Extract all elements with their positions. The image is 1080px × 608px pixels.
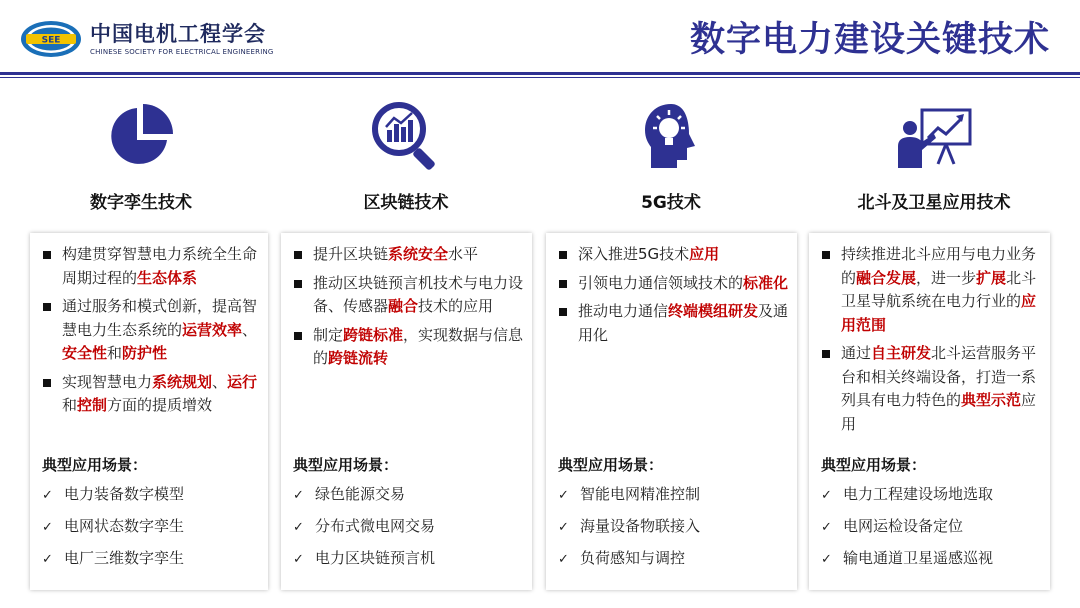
- scenario-item: [293, 547, 435, 571]
- bullet-text: 引领电力通信领域技术的: [578, 273, 744, 292]
- bullet-item: [42, 243, 260, 290]
- bullet-text: 实现智慧电力: [62, 372, 153, 391]
- checkmark-icon: ✓: [42, 488, 53, 503]
- scenario-item: [42, 547, 184, 571]
- highlight-text: 典型示范: [961, 391, 1022, 409]
- highlight-text: 应用: [689, 245, 720, 263]
- bullet-item: [821, 342, 1042, 436]
- bullet-text: 及通用化: [578, 302, 789, 344]
- bullet-item: [293, 243, 524, 267]
- card-beidou: [809, 233, 1050, 590]
- highlight-text: 跨链流转: [328, 349, 389, 367]
- header: [0, 0, 1080, 78]
- scenario-item: [293, 515, 435, 539]
- scenario-item: [821, 547, 993, 571]
- bullet-text: 持续推进北斗应用与电力业务的: [841, 245, 1037, 287]
- header-divider: [0, 72, 1080, 75]
- org-name-cn: 中国电机工程学会: [90, 22, 266, 46]
- scenario-list: [42, 483, 184, 579]
- bullet-text: 北斗运营服务平台和相关终端设备，打造一系列具有电力特色的: [841, 344, 1037, 409]
- scenario-text: 绿色能源交易: [315, 485, 406, 503]
- bullet-text: 和: [107, 344, 123, 362]
- scenarios-label: 典型应用场景：: [821, 456, 927, 474]
- highlight-text: 控制: [77, 396, 108, 414]
- scenario-item: [558, 547, 700, 571]
- highlight-text: 生态体系: [137, 268, 198, 287]
- highlight-text: 标准化: [743, 273, 789, 292]
- scenario-text: 电力装备数字模型: [64, 485, 185, 503]
- bullet-item: [558, 272, 789, 296]
- bullet-list: [558, 243, 789, 352]
- bullet-item: [293, 272, 524, 319]
- bullet-text: 制定: [313, 325, 344, 344]
- bullet-text: 推动区块链预言机技术与电力设备、传感器: [313, 273, 524, 315]
- bullet-item: [558, 243, 789, 267]
- highlight-text: 融合发展: [856, 268, 917, 287]
- highlight-text: 系统规划: [152, 372, 213, 391]
- highlight-text: 系统安全: [388, 245, 449, 263]
- checkmark-icon: ✓: [558, 520, 569, 535]
- highlight-text: 终端模组研发: [668, 302, 759, 320]
- page-title: 数字电力建设关键技术: [689, 20, 1050, 60]
- highlight-text: 自主研发: [871, 344, 932, 362]
- checkmark-icon: ✓: [558, 488, 569, 503]
- scenario-list: [293, 483, 435, 579]
- checkmark-icon: ✓: [821, 520, 832, 535]
- scenario-list: [558, 483, 700, 579]
- scenario-item: [558, 483, 700, 507]
- bullet-text: 和: [62, 396, 78, 414]
- scenario-text: 电力工程建设场地选取: [843, 485, 994, 503]
- bullet-item: [42, 371, 260, 418]
- bullet-item: [821, 243, 1042, 337]
- scenario-text: 智能电网精准控制: [580, 485, 701, 503]
- checkmark-icon: ✓: [821, 552, 832, 567]
- highlight-text: 融合: [388, 297, 419, 315]
- scenario-text: 海量设备物联接入: [580, 517, 701, 535]
- bullet-text: 技术的应用: [418, 297, 494, 315]
- org-name-en: CHINESE SOCIETY FOR ELECTRICAL ENGINEERING: [90, 48, 274, 56]
- bullet-text: 、: [212, 372, 228, 391]
- scenario-item: [42, 515, 184, 539]
- see-logo-icon: [20, 20, 82, 58]
- checkmark-icon: ✓: [293, 552, 304, 567]
- column-title: 5G技术: [641, 193, 701, 213]
- column-title: 北斗及卫星应用技术: [857, 193, 1011, 213]
- bullet-item: [558, 300, 789, 347]
- bullet-text: 应用: [841, 391, 1037, 433]
- bullet-text: 提升区块链: [313, 245, 389, 263]
- bullet-list: [293, 243, 524, 376]
- header-divider-thin: [0, 77, 1080, 78]
- scenario-text: 输电通道卫星遥感巡视: [843, 549, 994, 567]
- bullet-item: [42, 295, 260, 366]
- checkmark-icon: ✓: [821, 488, 832, 503]
- highlight-text: 安全性: [62, 344, 108, 362]
- checkmark-icon: ✓: [558, 552, 569, 567]
- scenario-text: 电网运检设备定位: [843, 517, 964, 535]
- magnifier-chart-icon: [366, 96, 446, 176]
- scenario-list: [821, 483, 993, 579]
- organization-name: [90, 22, 274, 57]
- bullet-text: ，进一步: [916, 268, 977, 287]
- pie-chart-icon: [101, 96, 181, 176]
- column-title: 数字孪生技术: [90, 193, 192, 213]
- logo-text: SEE: [41, 35, 61, 46]
- highlight-text: 运营效率: [182, 320, 243, 339]
- scenario-item: [821, 515, 993, 539]
- checkmark-icon: ✓: [42, 552, 53, 567]
- bullet-text: 水平: [448, 245, 479, 263]
- checkmark-icon: ✓: [293, 520, 304, 535]
- scenario-item: [42, 483, 184, 507]
- scenarios-label: 典型应用场景：: [42, 456, 148, 474]
- card-blockchain: [281, 233, 532, 590]
- bullet-text: 通过服务和模式创新，提高智慧电力生态系统的: [62, 297, 258, 339]
- bullet-text: 北斗卫星导航系统在电力行业的: [841, 268, 1037, 310]
- lightbulb-head-icon: [631, 96, 711, 176]
- highlight-text: 运行: [227, 372, 258, 391]
- highlight-text: 防护性: [122, 344, 168, 362]
- card-5g: [546, 233, 797, 590]
- bullet-text: 通过: [841, 344, 872, 362]
- bullet-text: 深入推进5G技术: [578, 245, 690, 263]
- highlight-text: 应用范围: [841, 292, 1037, 334]
- highlight-text: 扩展: [976, 268, 1007, 287]
- presenter-board-icon: [894, 96, 974, 176]
- card-digital-twin: [30, 233, 268, 590]
- scenario-text: 电力区块链预言机: [315, 549, 436, 567]
- bullet-text: 方面的提质增效: [107, 396, 213, 414]
- column-title: 区块链技术: [363, 193, 449, 213]
- bullet-text: 、: [242, 320, 258, 339]
- checkmark-icon: ✓: [293, 488, 304, 503]
- bullet-text: 构建贯穿智慧电力系统全生命周期过程的: [62, 245, 258, 287]
- bullet-list: [42, 243, 260, 423]
- scenario-text: 电厂三维数字孪生: [64, 549, 185, 567]
- bullet-item: [293, 324, 524, 371]
- bullet-list: [821, 243, 1042, 441]
- scenario-text: 分布式微电网交易: [315, 517, 436, 535]
- bullet-text: ，实现数据与信息的: [313, 325, 524, 367]
- scenarios-label: 典型应用场景：: [293, 456, 399, 474]
- bullet-text: 推动电力通信: [578, 302, 669, 320]
- scenario-text: 负荷感知与调控: [580, 549, 686, 567]
- scenario-item: [558, 515, 700, 539]
- scenario-item: [821, 483, 993, 507]
- checkmark-icon: ✓: [42, 520, 53, 535]
- scenario-text: 电网状态数字孪生: [64, 517, 185, 535]
- scenarios-label: 典型应用场景：: [558, 456, 664, 474]
- scenario-item: [293, 483, 435, 507]
- highlight-text: 跨链标准: [343, 325, 404, 344]
